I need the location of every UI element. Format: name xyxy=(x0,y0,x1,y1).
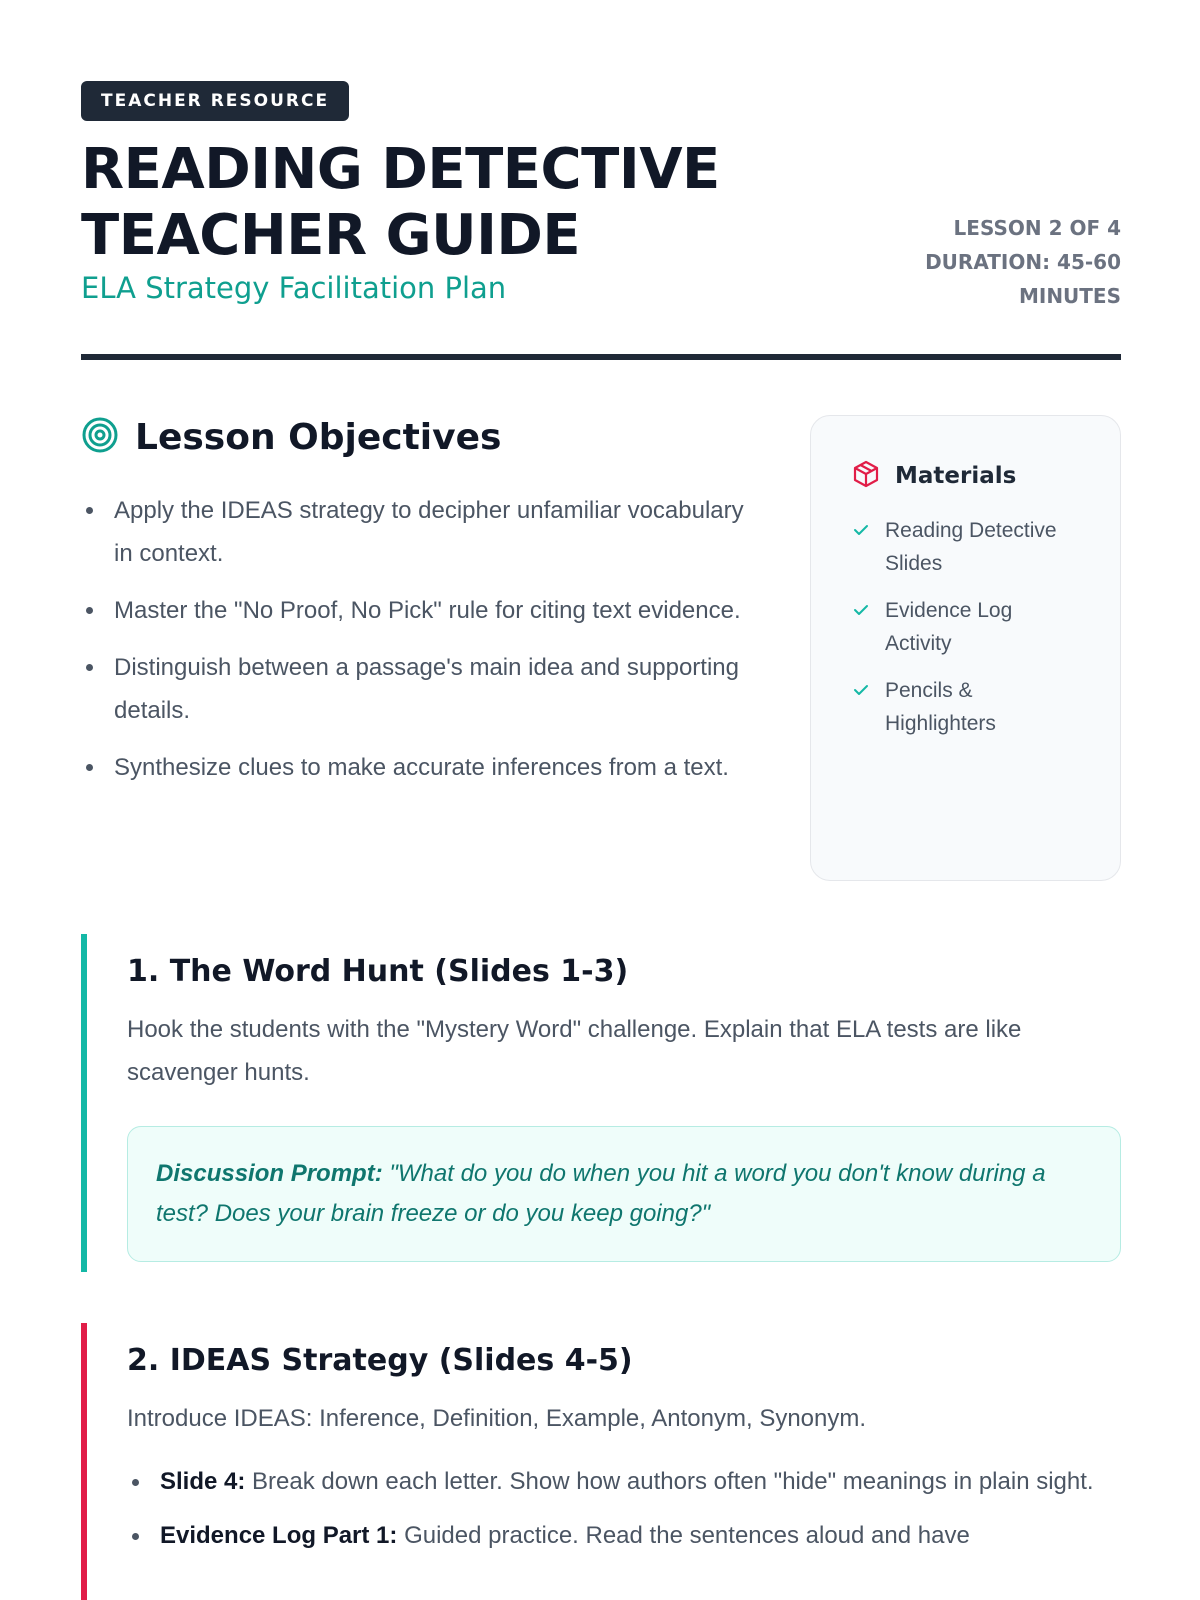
package-icon xyxy=(851,459,881,494)
materials-list xyxy=(851,514,1080,740)
check-icon xyxy=(851,600,871,620)
guide-header xyxy=(81,81,1121,355)
discussion-prompt xyxy=(127,1126,1121,1262)
material-label: Evidence Log Activity xyxy=(885,599,1013,655)
header-divider xyxy=(81,354,1121,360)
target-icon xyxy=(81,416,119,459)
list-item: Distinguish between a passage's main idea and supporting details. xyxy=(81,646,761,732)
step-word-hunt xyxy=(81,934,1121,1272)
item-label: Evidence Log Part 1: xyxy=(160,1522,398,1549)
step-heading: 1. The Word Hunt (Slides 1-3) xyxy=(127,954,629,989)
objectives-heading: Lesson Objectives xyxy=(135,416,502,458)
materials-header xyxy=(851,460,1080,492)
step-heading: 2. IDEAS Strategy (Slides 4-5) xyxy=(127,1343,633,1378)
page-title xyxy=(81,137,801,269)
list-item xyxy=(851,674,1080,740)
list-item: Master the "No Proof, No Pick" rule for citing text evidence. xyxy=(81,589,761,632)
list-item: Apply the IDEAS strategy to decipher unfamiliar vocabulary in context. xyxy=(81,489,761,575)
teacher-guide-page xyxy=(81,81,1121,1549)
item-text: Break down each letter. Show how authors often "hide" meanings in plain sight. xyxy=(245,1468,1094,1495)
lesson-objectives xyxy=(81,415,761,803)
title-line-1: READING DETECTIVE xyxy=(81,137,720,202)
item-text: Guided practice. Read the sentences aloud and have xyxy=(397,1522,970,1549)
step-accent-bar xyxy=(81,934,87,1272)
prompt-label: Discussion Prompt: xyxy=(156,1160,383,1187)
resource-badge: TEACHER RESOURCE xyxy=(81,81,349,121)
lesson-number: LESSON 2 OF 4 xyxy=(953,216,1121,240)
list-item xyxy=(127,1516,1121,1556)
list-item: Synthesize clues to make accurate inferences from a text. xyxy=(81,746,761,789)
page-subtitle: ELA Strategy Facilitation Plan xyxy=(81,271,507,305)
item-label: Slide 4: xyxy=(160,1468,246,1495)
material-label: Reading Detective Slides xyxy=(885,519,1057,575)
prompt-text: "What do you do when you hit a word you don't know during a test? Does your brain freeze or do you keep going?" xyxy=(156,1160,1046,1227)
step-accent-bar xyxy=(81,1323,87,1600)
list-item xyxy=(851,594,1080,660)
lesson-meta xyxy=(881,211,1121,313)
lesson-duration: DURATION: 45-60 xyxy=(925,250,1121,274)
objectives-header xyxy=(81,415,761,459)
lesson-duration-unit: MINUTES xyxy=(1018,284,1121,308)
step-body: Hook the students with the "Mystery Word" challenge. Explain that ELA tests are like scavenger hunts. xyxy=(127,1016,1022,1086)
check-icon xyxy=(851,520,871,540)
step-ideas-strategy xyxy=(81,1323,1121,1600)
objectives-list xyxy=(81,489,761,789)
step-body: Introduce IDEAS: Inference, Definition, Example, Antonym, Synonym. xyxy=(127,1405,867,1432)
check-icon xyxy=(851,680,871,700)
materials-card xyxy=(810,415,1121,881)
materials-heading: Materials xyxy=(895,463,1017,489)
list-item xyxy=(851,514,1080,580)
list-item xyxy=(127,1462,1121,1502)
step-list xyxy=(127,1462,1121,1556)
title-line-2: TEACHER GUIDE xyxy=(81,203,581,268)
material-label: Pencils & Highlighters xyxy=(885,679,996,735)
